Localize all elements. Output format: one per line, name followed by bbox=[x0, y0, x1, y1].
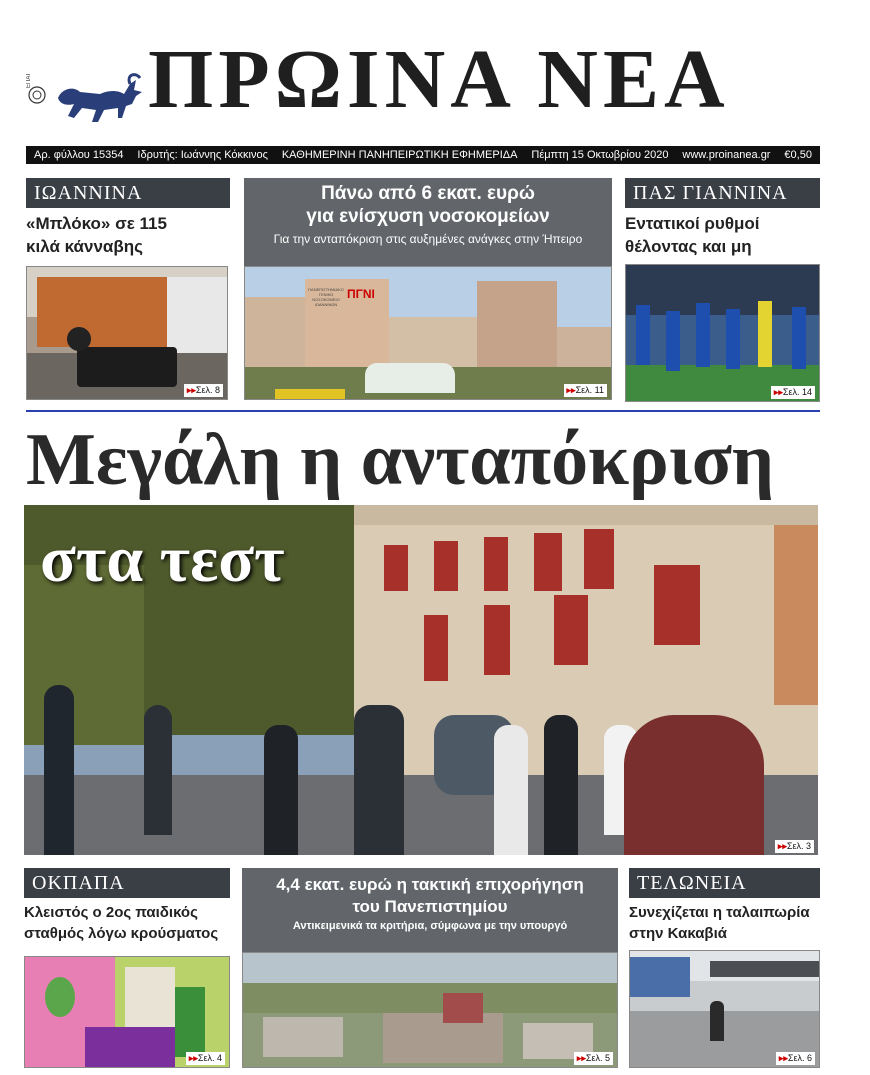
section-label: ΟΚΠΑΠΑ bbox=[24, 868, 230, 898]
section-label: ΠΑΣ ΓΙΑΝΝΙΝΑ bbox=[625, 178, 820, 208]
story-headline-box bbox=[244, 178, 612, 266]
section-label: ΤΕΛΩΝΕΙΑ bbox=[629, 868, 820, 898]
story-pas-giannina[interactable] bbox=[625, 178, 820, 402]
date: Πέμπτη 15 Οκτωβρίου 2020 bbox=[531, 149, 669, 161]
story-university-funding[interactable] bbox=[242, 868, 618, 1070]
founder: Ιδρυτής: Ιωάννης Κόκκινος bbox=[137, 149, 268, 161]
story-headline: Κλειστός ο 2ος παιδικός σταθμός λόγω κρούσματος bbox=[24, 904, 219, 942]
story-photo-border bbox=[629, 950, 820, 1068]
page-reference[interactable]: ▸▸Σελ. 14 bbox=[771, 386, 815, 399]
logo-side-text: ΕΠΑΤ bbox=[26, 72, 32, 88]
story-headline-box bbox=[242, 868, 618, 952]
masthead-logo bbox=[26, 48, 151, 128]
divider-rule bbox=[26, 410, 820, 412]
website-link[interactable]: www.proinanea.gr bbox=[682, 149, 771, 161]
section-label: ΙΩΑΝΝΙΝΑ bbox=[26, 178, 230, 208]
hospital-sign: ΠΑΝΕΠΙΣΤΗΜΙΑΚΟ ΓΕΝΙΚΟ ΝΟΣΟΚΟΜΕΙΟ ΙΩΑΝΝΙΝΩΝ bbox=[308, 287, 344, 307]
tagline: ΚΑΘΗΜΕΡΙΝΗ ΠΑΝΗΠΕΙΡΩΤΙΚΗ ΕΦΗΜΕΡΙΔΑ bbox=[281, 149, 518, 161]
story-photo-campus bbox=[242, 952, 618, 1068]
story-headline: Εντατικοί ρυθμοί θέλοντας και μη bbox=[625, 214, 760, 256]
story-headline-2: για ενίσχυση νοσοκομείων bbox=[306, 206, 550, 227]
story-okpapa[interactable] bbox=[24, 868, 230, 1070]
story-ioannina[interactable] bbox=[26, 178, 230, 402]
story-subtitle: Αντικειμενικά τα κριτήρια, σύμφωνα με την υπουργό bbox=[292, 920, 568, 932]
main-photo-testing-queue bbox=[24, 505, 818, 855]
page-reference[interactable]: ▸▸Σελ. 8 bbox=[184, 384, 223, 397]
page-reference[interactable]: ▸▸Σελ. 11 bbox=[564, 384, 607, 397]
price: €0,50 bbox=[784, 149, 812, 161]
story-photo-hospital bbox=[244, 266, 612, 400]
main-photo-overlay-text: στα τεστ bbox=[40, 523, 285, 596]
masthead-title: ΠΡΩΙΝΑ ΝΕΑ bbox=[148, 33, 730, 126]
story-headline-2: του Πανεπιστημίου bbox=[352, 897, 508, 916]
seal-icon bbox=[28, 84, 46, 106]
issue-number: Αρ. φύλλου 15354 bbox=[34, 149, 124, 161]
goat-logo-icon bbox=[52, 70, 148, 130]
story-headline: Συνεχίζεται η ταλαιπωρία στην Κακαβιά bbox=[629, 904, 810, 942]
story-customs[interactable] bbox=[629, 868, 820, 1070]
page-reference[interactable]: ▸▸Σελ. 4 bbox=[186, 1052, 225, 1065]
info-bar bbox=[26, 146, 820, 164]
page-reference[interactable]: ▸▸Σελ. 3 bbox=[775, 840, 814, 853]
story-photo-truck bbox=[26, 266, 228, 400]
main-headline[interactable]: Μεγάλη η ανταπόκριση bbox=[26, 419, 774, 501]
story-photo-nursery bbox=[24, 956, 230, 1068]
story-subtitle: Για την ανταπόκριση στις αυξημένες ανάγκες στην Ήπειρο bbox=[273, 232, 583, 246]
story-headline: Πάνω από 6 εκατ. ευρώ bbox=[321, 183, 535, 204]
story-hospitals[interactable] bbox=[244, 178, 612, 402]
story-headline: «Μπλόκο» σε 115 κιλά κάνναβης bbox=[26, 214, 167, 256]
page-reference[interactable]: ▸▸Σελ. 5 bbox=[574, 1052, 613, 1065]
story-photo-football bbox=[625, 264, 820, 402]
story-headline: 4,4 εκατ. ευρώ η τακτική επιχορήγηση bbox=[276, 875, 584, 894]
hospital-logo: ΠΓΝΙ bbox=[347, 287, 375, 301]
page-reference[interactable]: ▸▸Σελ. 6 bbox=[776, 1052, 815, 1065]
